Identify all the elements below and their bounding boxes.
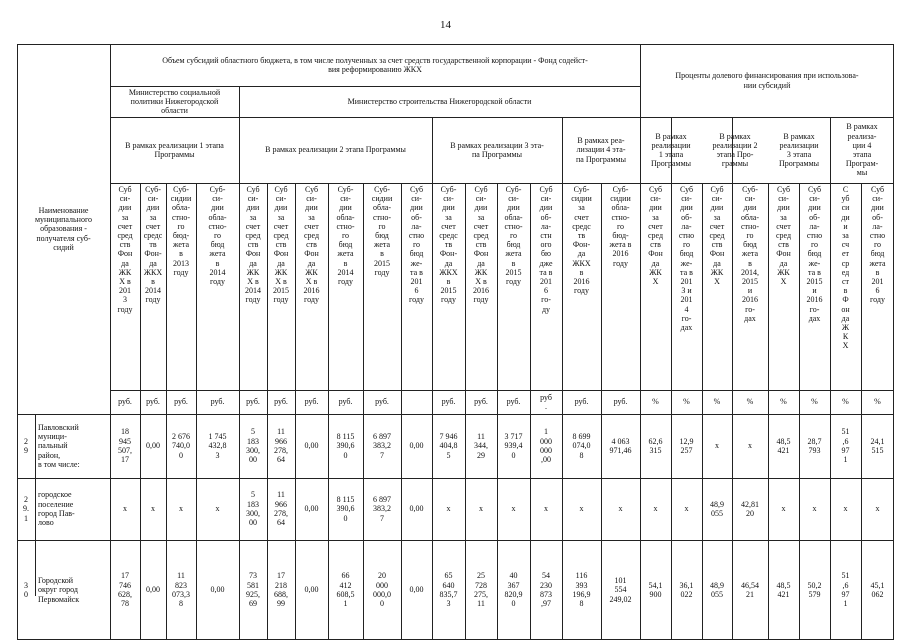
table-cell: 20 000 000,0 0	[373, 571, 391, 609]
table-cell: 8 699 074,0 8	[572, 432, 591, 460]
table-cell: 65 640 835,7 3	[439, 571, 458, 609]
stage3-header: В рамках реализации 3 эта- па Программы	[450, 140, 544, 159]
unit-18: %	[683, 397, 690, 407]
percent-stage4-header: В рамках реализа- ции 4 этапа Програм- мы	[845, 122, 879, 178]
unit-24: %	[874, 397, 881, 407]
column-header-14: Суб си- дии об- ла- стн ого бю дже та в 201 6 го- ду	[539, 185, 553, 314]
row-name: городское поселение город Пав- лово	[38, 490, 75, 528]
row-name: Городской округ город Первомайск	[38, 576, 80, 604]
unit-4: руб.	[210, 397, 225, 407]
row-number: 2 9. 1	[23, 495, 29, 523]
column-header-5: Суб си- дии за счет сред ств Фон да ЖК Х в 2014 году	[245, 185, 261, 305]
table-cell: 5 183 300, 00	[246, 490, 260, 528]
column-header-13: Суб- си- дии обла- стно- го бюд жета в 2015 году	[504, 185, 523, 287]
unit-9: руб.	[375, 397, 389, 407]
table-cell: 66 412 608,5 1	[336, 571, 355, 609]
table-cell: x	[748, 441, 752, 451]
table-cell: 2 676 740,0 0	[172, 432, 190, 460]
column-header-4: Суб- си- дии обла- стно- го бюд жета в 2014 году	[208, 185, 227, 287]
unit-20: %	[746, 397, 754, 407]
table-cell: 3 717 939,4 0	[504, 432, 523, 460]
unit-22: %	[811, 397, 818, 407]
table-cell: 7 946 404,8 5	[439, 432, 458, 460]
column-header-23: С уб си ди и за сч ет ср ед ст в Ф он да Ж К Х	[841, 185, 850, 351]
column-header-2: Суб- си- дии за счет средс тв Фон- да ЖКХ в 2014 году	[143, 185, 163, 305]
table-cell: 50,2 579	[807, 580, 822, 599]
table-cell: 0,00	[409, 504, 424, 514]
table-cell: 0,00	[210, 585, 225, 595]
table-cell: 116 393 196,9 8	[572, 571, 591, 609]
table-cell: x	[446, 504, 451, 514]
column-header-19: Суб си- дии за счет сред ств Фон да ЖК Х	[709, 185, 725, 287]
percent-stage3-header: В рамках реализации 3 этапа Программы	[778, 131, 820, 169]
column-header-12: Суб си- дии за счет сред ств Фон да ЖК Х в 2016 году	[473, 185, 489, 305]
table-cell: 51 ,6 97 1	[841, 571, 850, 609]
unit-13: руб.	[506, 397, 521, 407]
table-cell: x	[715, 441, 719, 451]
table-cell: 8 115 390,6 0	[336, 495, 355, 523]
row-name-header: Наименование муниципального образования - получателя суб- сидий	[34, 205, 93, 252]
ministry-construction-header: Министерство строительства Нижегородской области	[347, 96, 532, 106]
table-cell: x	[479, 504, 483, 514]
unit-17: %	[652, 397, 659, 407]
column-header-18: Суб си- дии об- ла- стно го бюд же- та в 201 3 и 201 4 го- дах	[678, 185, 695, 333]
table-cell: 12,9 257	[679, 436, 694, 455]
unit-11: руб.	[441, 397, 456, 407]
table-cell: 0,00	[409, 585, 424, 595]
unit-5: руб.	[246, 397, 260, 407]
cofinancing-header: Проценты долевого финансирования при использова- нии субсидий	[675, 71, 859, 90]
row-name: Павловский муници- пальный район, в том числе:	[38, 422, 80, 469]
column-header-21: Суб си- дии за счет сред ств Фон да ЖК Х	[775, 185, 792, 287]
table-cell: 28,7 793	[807, 436, 822, 455]
table-cell: 101 554 249,02	[609, 576, 632, 604]
column-header-11: Суб- си- дии за счет средс тв Фон- да ЖКХ в 2015 году	[439, 185, 458, 305]
column-header-15: Суб- сидии за счет средс тв Фон- да ЖКХ в 2016 году	[571, 185, 592, 296]
table-cell: 5 183 300, 00	[246, 427, 260, 465]
table-cell: x	[215, 504, 220, 514]
column-header-6: Суб си- дии за счет сред ств Фон да ЖК Х в 2015 году	[273, 185, 289, 305]
percent-stage2-header: В рамках реализации 2 этапа Про- граммы	[712, 131, 758, 169]
table-cell: 6 897 383,2 7	[373, 432, 391, 460]
table-cell: x	[875, 504, 880, 514]
table-cell: 0,00	[304, 504, 319, 514]
table-cell: 11 344, 29	[474, 432, 488, 460]
page-number: 14	[440, 19, 451, 31]
table-cell: 54,1 900	[648, 580, 663, 599]
unit-3: руб.	[174, 397, 188, 407]
row-number: 3 0	[24, 580, 28, 599]
subsidy-table	[17, 44, 894, 642]
table-cell: x	[544, 504, 548, 514]
unit-15: руб.	[574, 397, 589, 407]
percent-stage1-header: В рамках реализации 1 этапа Программы	[650, 131, 692, 169]
table-cell: 17 746 628, 78	[118, 571, 132, 609]
table-cell: x	[579, 504, 584, 514]
row-number: 2 9	[24, 436, 28, 455]
table-cell: 11 966 278, 64	[274, 427, 288, 465]
column-header-8: Суб- си- дии обла- стно- го бюд жета в 2014 году	[336, 185, 355, 287]
table-cell: 8 115 390,6 0	[336, 432, 355, 460]
table-cell: 4 063 971,46	[609, 436, 632, 455]
unit-6: руб.	[274, 397, 288, 407]
column-header-10: Суб си- дии об- ла- стно го бюд же- та в 201 6 году	[408, 185, 425, 305]
stage1-header: В рамках реализации 1 этапа Программы	[125, 140, 224, 159]
table-cell: 45,1 062	[870, 580, 885, 599]
table-cell: 51 ,6 97 1	[841, 427, 850, 465]
column-header-16: Суб- сидии обла- стно- го бюд- жета в 2016 году	[609, 185, 632, 268]
column-header-7: Суб си- дии за счет сред ств Фон да ЖК Х в 2016 году	[303, 185, 320, 305]
column-header-3: Суб- сидии обла- стно- го бюд- жета в 2013 году	[170, 185, 192, 277]
unit-21: %	[780, 397, 787, 407]
table-cell: x	[511, 504, 516, 514]
table-cell: 36,1 022	[679, 580, 694, 599]
unit-7: руб.	[304, 397, 319, 407]
unit-2: руб.	[146, 397, 160, 407]
table-cell: 11 966 278, 64	[274, 490, 288, 528]
table-cell: 42,81 20	[741, 499, 759, 518]
stage4-header: В рамках реа- лизации 4 эта- па Программы	[576, 136, 626, 164]
unit-12: руб.	[474, 397, 488, 407]
table-cell: 46,54 21	[741, 580, 759, 599]
table-cell: 40 367 820,9 0	[504, 571, 523, 609]
unit-16: руб.	[613, 397, 628, 407]
table-cell: 48,9 055	[710, 499, 724, 518]
column-header-22: Суб си- дии об- ла- стно го бюд же- та в 2015 и 2016 го- дах	[806, 185, 823, 323]
table-cell: 1 000 000 ,00	[540, 427, 552, 465]
table-cell: 0,00	[304, 441, 319, 451]
table-cell: 1 745 432,8 3	[208, 432, 227, 460]
table-cell: x	[812, 504, 817, 514]
stage2-header: В рамках реализации 2 этапа Программы	[265, 145, 406, 155]
unit-14: руб .	[540, 392, 552, 411]
table-cell: 0,00	[409, 441, 424, 451]
table-cell: 24,1 515	[870, 436, 885, 455]
table-cell: 17 218 688, 99	[274, 571, 288, 609]
ministry-social-header: Министерство социальной политики Нижегородской области	[128, 87, 221, 116]
table-cell: x	[151, 504, 155, 514]
unit-1: руб.	[118, 397, 132, 407]
table-cell: 11 823 073,3 8	[172, 571, 190, 609]
table-cell: 6 897 383,2 7	[373, 495, 391, 523]
column-header-9: Суб- сидии обла- стно- го бюд жета в 2015 году	[371, 185, 393, 277]
column-header-24: Суб си- дии об- ла- стно го бюд жета в 201 6 году	[869, 185, 886, 305]
table-cell: x	[653, 504, 658, 514]
table-cell: 73 581 925, 69	[246, 571, 260, 609]
table-cell: 48,5 421	[776, 436, 791, 455]
table-cell: x	[179, 504, 183, 514]
table-cell: x	[684, 504, 689, 514]
table-cell: x	[618, 504, 623, 514]
table-cell: 0,00	[146, 585, 160, 595]
subsidy-volume-header: Объем субсидий областного бюджета, в том числе полученных за счет средств государственной корпорации - Фонд содейст- вия реформированию ЖКХ	[162, 55, 588, 74]
unit-23: %	[842, 397, 849, 407]
table-cell: x	[843, 504, 848, 514]
column-header-20: Суб- си- дии обла- стно- го бюд жета в 2014, 2015 и 2016 го- дах	[740, 185, 760, 323]
table-cell: 0,00	[304, 585, 319, 595]
table-cell: 54 230 873 ,97	[540, 571, 552, 609]
table-cell: 62,6 315	[648, 436, 663, 455]
table-cell: 0,00	[146, 441, 160, 451]
table-cell: x	[781, 504, 786, 514]
table-cell: 25 728 275, 11	[474, 571, 488, 609]
unit-19: %	[713, 397, 721, 407]
table-cell: 48,5 421	[776, 580, 791, 599]
table-cell: x	[123, 504, 127, 514]
unit-8: руб.	[338, 397, 353, 407]
column-header-17: Суб си- дии за счет сред ств Фон да ЖК Х	[647, 185, 664, 287]
table-cell: 18 945 507, 17	[118, 427, 132, 465]
unit-10	[401, 390, 432, 414]
column-header-1: Суб си- дии за счет сред ств Фон да ЖК Х в 201 3 году	[117, 185, 133, 314]
table-cell: 48,9 055	[710, 580, 724, 599]
